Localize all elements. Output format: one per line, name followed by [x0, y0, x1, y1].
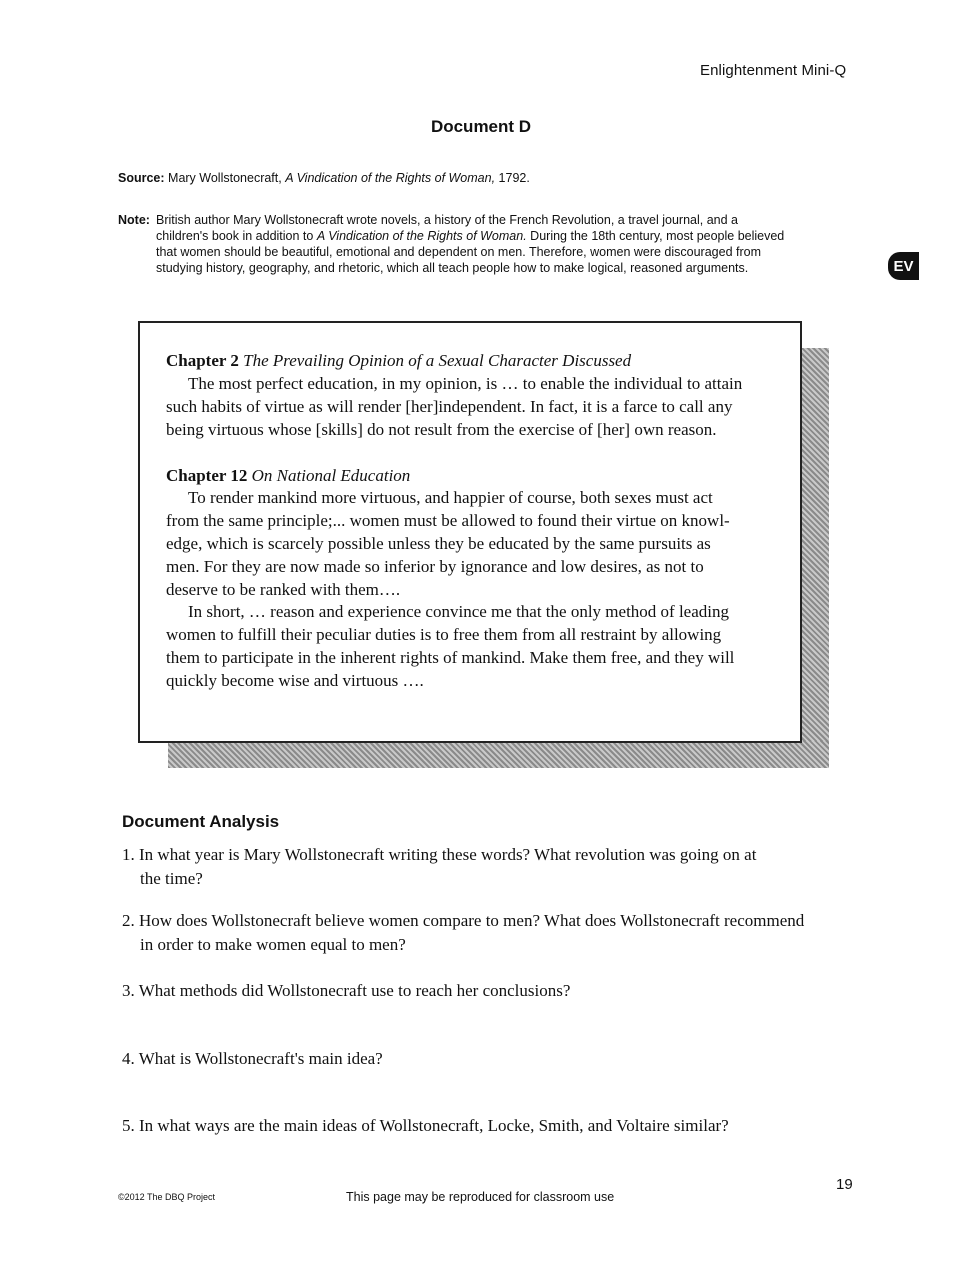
note-work-title: A Vindication of the Rights of Woman. — [316, 229, 527, 243]
chapter-title: On National Education — [251, 466, 411, 485]
source-line — [118, 171, 530, 185]
source-year: 1792. — [498, 171, 530, 185]
text-line: To render mankind more virtuous, and happier of course, both sexes must act — [188, 488, 713, 507]
question-text-continued: the time? — [140, 869, 203, 888]
chapter-2-text — [166, 372, 786, 441]
source-author: Mary Wollstonecraft, — [168, 171, 282, 185]
source-work: A Vindication of the Rights of Woman, — [285, 171, 496, 185]
chapter-number: Chapter 2 — [166, 351, 239, 370]
question-text: 4. What is Wollstonecraft's main idea? — [122, 1049, 383, 1068]
chapter-12-paragraph-2 — [166, 600, 786, 692]
box-shadow-bottom — [168, 741, 829, 768]
text-line: In short, … reason and experience convince me that the only method of leading — [188, 602, 729, 621]
text-line: The most perfect education, in my opinion, is … to enable the individual to attain — [188, 374, 743, 393]
text-line: being virtuous whose [skills] do not result from the exercise of [her] own reason. — [166, 420, 717, 439]
chapter-number: Chapter 12 — [166, 466, 248, 485]
note-line-part: children's book in addition to — [156, 229, 314, 243]
document-title: Document D — [430, 117, 532, 136]
note-line — [156, 228, 838, 244]
question-text-continued: in order to make women equal to men? — [140, 935, 406, 954]
text-line: deserve to be ranked with them…. — [166, 580, 401, 599]
page-number: 19 — [836, 1176, 853, 1193]
question-1 — [122, 843, 862, 891]
note-line-part: During the 18th century, most people believed — [530, 229, 785, 243]
text-line: such habits of virtue as will render [her]independent. In fact, it is a farce to call any — [166, 397, 733, 416]
series-title: Enlightenment Mini-Q — [700, 62, 847, 79]
note-block — [118, 212, 838, 276]
box-shadow-right — [802, 348, 829, 768]
question-4 — [122, 1047, 862, 1071]
text-line: women to fulfill their peculiar duties is to free them from all restraint by allowing — [166, 625, 722, 644]
note-line: British author Mary Wollstonecraft wrote novels, a history of the French Revolution, a travel journal, and a — [156, 213, 738, 227]
question-3 — [122, 979, 862, 1003]
excerpt-box — [138, 321, 802, 743]
note-line: that women should be beautiful, emotional and dependent on men. Therefore, women were discouraged from — [156, 245, 762, 259]
text-line: men. For they are now made so inferior by ignorance and low desires, as not to — [166, 557, 704, 576]
question-text: 5. In what ways are the main ideas of Wollstonecraft, Locke, Smith, and Voltaire similar? — [122, 1116, 729, 1135]
note-label: Note: — [118, 213, 150, 227]
chapter-2-heading — [166, 349, 631, 372]
text-line: quickly become wise and virtuous …. — [166, 671, 424, 690]
ev-badge: EV — [888, 252, 919, 280]
question-text: 1. In what year is Mary Wollstonecraft writing these words? What revolution was going on at — [122, 845, 757, 864]
reproduction-note: This page may be reproduced for classroom use — [346, 1190, 615, 1204]
source-label: Source: — [118, 171, 165, 185]
chapter-12-heading — [166, 464, 410, 487]
text-line: them to participate in the inherent rights of mankind. Make them free, and they will — [166, 648, 735, 667]
note-line: studying history, geography, and rhetoric, which all teach people how to make logical, reasoned arguments. — [156, 261, 749, 275]
chapter-12-paragraph-1 — [166, 486, 786, 601]
question-text: 3. What methods did Wollstonecraft use to reach her conclusions? — [122, 981, 571, 1000]
question-5 — [122, 1114, 862, 1138]
copyright: ©2012 The DBQ Project — [118, 1192, 216, 1202]
question-2 — [122, 909, 862, 957]
analysis-heading: Document Analysis — [122, 812, 280, 831]
note-text — [156, 212, 838, 276]
chapter-title: The Prevailing Opinion of a Sexual Character Discussed — [243, 351, 632, 370]
question-text: 2. How does Wollstonecraft believe women compare to men? What does Wollstonecraft recommend — [122, 911, 805, 930]
text-line: from the same principle;... women must be allowed to found their virtue on knowl- — [166, 511, 730, 530]
text-line: edge, which is scarcely possible unless they be educated by the same pursuits as — [166, 534, 711, 553]
